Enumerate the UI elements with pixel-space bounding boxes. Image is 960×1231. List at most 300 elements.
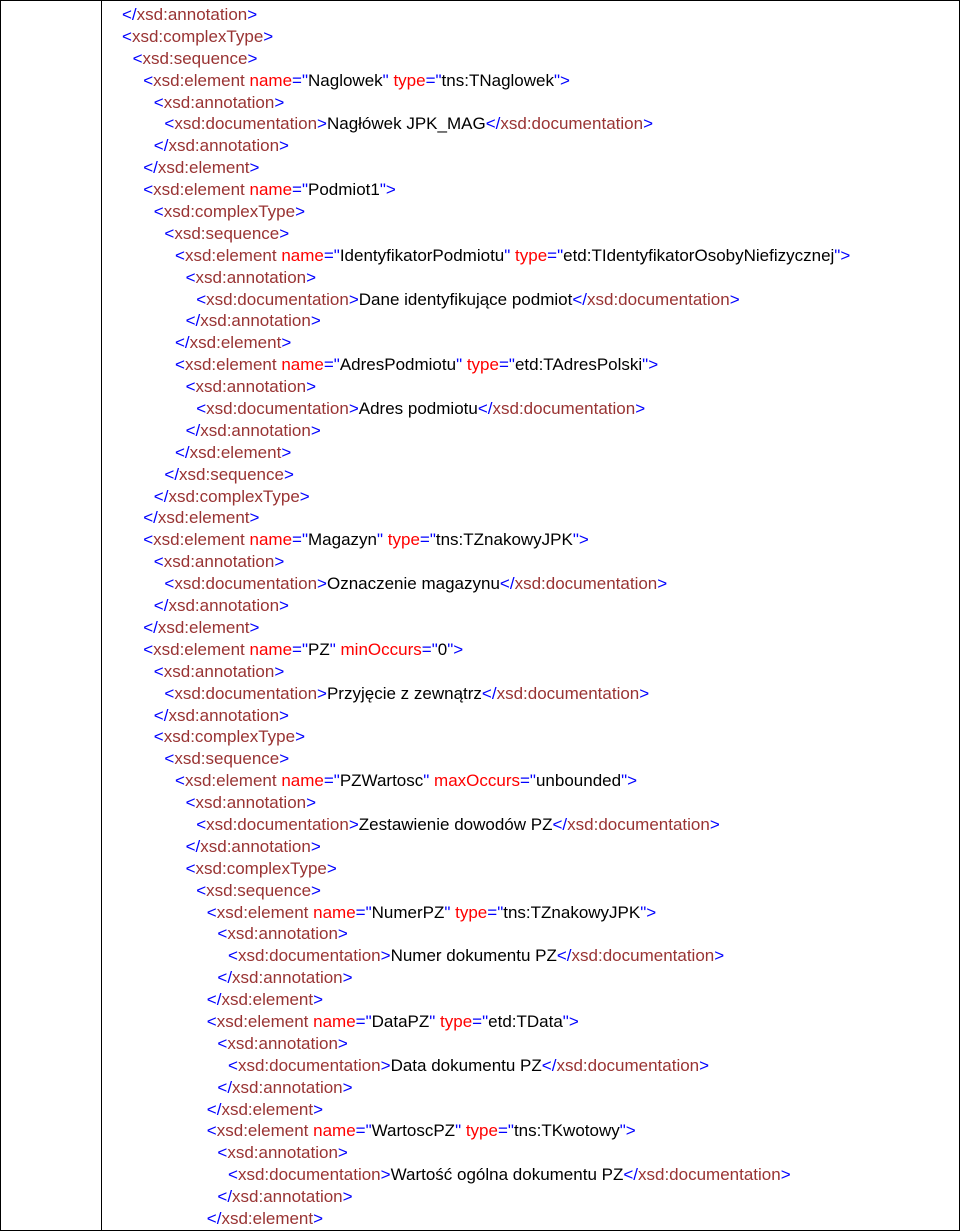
code-token: NumerPZ (371, 902, 445, 922)
code-token: < (206, 1121, 217, 1141)
code-token: < (175, 245, 185, 265)
code-token: Przyjęcie z zewnątrz (326, 683, 482, 703)
code-token: Dane identyfikujące podmiot (358, 289, 573, 309)
code-token: xsd:annotation (200, 836, 311, 856)
code-token: </ (153, 136, 169, 156)
code-token: type (383, 530, 420, 550)
code-token: > (714, 946, 725, 966)
code-token: > (310, 311, 321, 331)
code-token: xsd:element (153, 70, 245, 90)
code-token: =" (323, 245, 340, 265)
code-token: =" (421, 639, 438, 659)
code-line (102, 223, 959, 245)
code-token: > (313, 1099, 324, 1119)
code-token: </ (217, 1187, 233, 1207)
code-line (102, 770, 959, 792)
code-token: </ (206, 990, 222, 1010)
code-token: > (643, 114, 653, 134)
code-token: > (342, 1077, 353, 1097)
code-token: < (153, 92, 164, 112)
code-token: xsd:annotation (195, 377, 307, 397)
code-token: > (310, 420, 321, 440)
code-token: </ (481, 683, 497, 703)
code-line (102, 814, 959, 836)
code-token: =" (323, 771, 340, 791)
code-token: name (308, 1121, 356, 1141)
code-token: </ (623, 1165, 638, 1185)
code-token: </ (153, 705, 169, 725)
code-token: xsd:annotation (227, 1143, 338, 1163)
code-token: xsd:annotation (195, 267, 307, 287)
code-token: > (657, 574, 668, 594)
code-token: < (196, 289, 207, 309)
code-token: 0 (437, 639, 448, 659)
code-token: > (274, 92, 285, 112)
code-token: maxOccurs (429, 771, 520, 791)
code-token: xsd:element (153, 639, 245, 659)
code-token: Oznaczenie magazynu (326, 574, 500, 594)
code-token: > (313, 1208, 324, 1228)
code-token: < (206, 1011, 217, 1031)
code-token: > (337, 1143, 348, 1163)
code-token: > (635, 399, 646, 419)
code-token: xsd:annotation (195, 793, 307, 813)
code-line (102, 420, 959, 442)
code-token: > (247, 48, 258, 68)
code-token: name (276, 355, 324, 375)
code-token: < (217, 1143, 228, 1163)
code-token: > (281, 333, 292, 353)
code-token: tns:TZnakowyJPK (435, 530, 573, 550)
code-token: name (244, 70, 293, 90)
code-token: type (450, 902, 488, 922)
code-token: name (276, 245, 324, 265)
code-token: xsd:annotation (163, 661, 275, 681)
code-token: < (185, 377, 196, 397)
code-token: < (164, 223, 175, 243)
code-token: > (306, 267, 317, 287)
code-token: " (382, 70, 389, 90)
code-token: > (279, 749, 290, 769)
code-token: > (348, 289, 359, 309)
code-token: =" (487, 902, 504, 922)
code-line (102, 135, 959, 157)
code-token: < (143, 70, 154, 90)
code-token: > (279, 705, 289, 725)
code-token: xsd:element (216, 1011, 309, 1031)
code-token: type (461, 1121, 498, 1141)
code-line (102, 289, 959, 311)
code-token: Wartość ogólna dokumentu PZ (390, 1165, 624, 1185)
code-token: xsd:documentation (567, 814, 710, 834)
code-token: </ (477, 399, 493, 419)
code-line (102, 967, 959, 989)
code-token: xsd:annotation (232, 1187, 343, 1207)
code-token: Zestawienie dowodów PZ (358, 814, 553, 834)
code-token: xsd:complexType (163, 202, 296, 222)
code-token: =" (355, 1011, 372, 1031)
code-token: > (249, 158, 260, 178)
code-token: "> (642, 355, 659, 375)
code-line (102, 442, 959, 464)
code-token: > (310, 836, 321, 856)
code-token: < (196, 880, 207, 900)
code-token: </ (143, 617, 158, 637)
code-token: xsd:documentation (237, 946, 381, 966)
code-token: > (306, 377, 317, 397)
code-token: < (228, 1165, 238, 1185)
code-token: xsd:documentation (556, 1055, 700, 1075)
code-token: xsd:annotation (200, 420, 311, 440)
code-token: xsd:complexType (195, 858, 327, 878)
code-token: < (185, 267, 196, 287)
code-token: Podmiot1 (308, 180, 380, 200)
code-token: type (388, 70, 426, 90)
code-line (102, 4, 959, 26)
code-line (102, 26, 959, 48)
code-line (102, 880, 959, 902)
code-line (102, 1033, 959, 1055)
code-token: < (185, 793, 196, 813)
code-token: < (175, 771, 185, 791)
code-token: =" (520, 771, 536, 791)
code-token: > (279, 223, 290, 243)
code-token: xsd:documentation (587, 289, 730, 309)
code-line (102, 573, 959, 595)
code-token: < (164, 574, 175, 594)
code-token: < (206, 902, 217, 922)
code-line (102, 354, 959, 376)
code-token: xsd:sequence (142, 48, 248, 68)
code-line (102, 332, 959, 354)
code-line (102, 551, 959, 573)
code-token: unbounded (535, 771, 622, 791)
code-token: "> (447, 639, 464, 659)
code-token: > (639, 683, 650, 703)
code-token: "> (619, 1121, 636, 1141)
code-token: </ (206, 1099, 222, 1119)
code-token: > (380, 1165, 391, 1185)
code-token: " (329, 639, 336, 659)
code-token: </ (572, 289, 587, 309)
code-token: < (217, 924, 228, 944)
code-token: > (348, 399, 359, 419)
code-line (102, 705, 959, 727)
code-token: xsd:sequence (174, 223, 280, 243)
code-token: </ (185, 311, 201, 331)
code-token: PZ (308, 639, 330, 659)
code-token: xsd:documentation (206, 814, 349, 834)
code-line (102, 1120, 959, 1142)
code-token: =" (355, 902, 372, 922)
code-token: > (279, 596, 289, 616)
code-line (102, 398, 959, 420)
code-line (102, 464, 959, 486)
code-token: name (308, 1011, 356, 1031)
code-token: > (699, 1055, 710, 1075)
code-token: < (175, 355, 185, 375)
code-token: < (228, 1055, 238, 1075)
code-token: </ (153, 486, 169, 506)
code-token: > (380, 946, 391, 966)
code-token: xsd:element (216, 1121, 309, 1141)
code-token: </ (175, 333, 190, 353)
code-token: xsd:element (221, 1099, 314, 1119)
code-token: > (274, 661, 285, 681)
code-token: =" (472, 1011, 489, 1031)
code-token: tns:TNaglowek (441, 70, 554, 90)
code-line (102, 639, 959, 661)
code-token: " (423, 771, 430, 791)
code-token: < (143, 530, 154, 550)
code-token: xsd:element (221, 1208, 314, 1228)
code-token: > (348, 814, 359, 834)
code-token: > (380, 1055, 391, 1075)
code-line (102, 989, 959, 1011)
code-token: xsd:documentation (514, 574, 658, 594)
code-token: xsd:annotation (168, 705, 280, 725)
code-token: Adres podmiotu (358, 399, 478, 419)
code-token: =" (419, 530, 436, 550)
code-line (102, 595, 959, 617)
code-line (102, 923, 959, 945)
code-token: xsd:element (189, 442, 282, 462)
code-token: name (308, 902, 356, 922)
code-token: Data dokumentu PZ (390, 1055, 542, 1075)
code-token: DataPZ (371, 1011, 430, 1031)
code-line (102, 1164, 959, 1186)
code-token: > (709, 814, 720, 834)
code-token: xsd:annotation (163, 92, 275, 112)
code-token: > (729, 289, 740, 309)
code-line (102, 945, 959, 967)
code-token: < (143, 180, 154, 200)
code-token: xsd:element (157, 158, 250, 178)
code-token: "> (640, 902, 657, 922)
code-token: xsd:element (221, 990, 314, 1010)
code-token: AdresPodmiotu (339, 355, 457, 375)
code-line (102, 179, 959, 201)
code-line (102, 858, 959, 880)
code-token: xsd:complexType (163, 727, 296, 747)
code-token: =" (292, 180, 309, 200)
code-token: xsd:complexType (131, 26, 264, 46)
code-token: > (295, 727, 306, 747)
code-line (102, 748, 959, 770)
code-token: xsd:documentation (638, 1165, 781, 1185)
code-token: "> (621, 771, 638, 791)
code-token: > (313, 990, 324, 1010)
code-line (102, 1055, 959, 1077)
code-token: xsd:annotation (168, 596, 280, 616)
code-token: < (196, 399, 207, 419)
code-token: > (295, 202, 306, 222)
code-token: </ (164, 464, 180, 484)
code-line (102, 70, 959, 92)
code-token: =" (292, 70, 309, 90)
code-token: " (429, 1011, 436, 1031)
code-token: xsd:documentation (492, 399, 636, 419)
code-token: tns:TZnakowyJPK (503, 902, 641, 922)
code-token: </ (552, 814, 568, 834)
code-token: xsd:element (189, 333, 282, 353)
code-line (102, 267, 959, 289)
code-line (102, 1142, 959, 1164)
code-token: type (435, 1011, 473, 1031)
code-token: xsd:element (157, 617, 250, 637)
code-line (102, 245, 959, 267)
code-token: > (283, 464, 294, 484)
code-token: =" (292, 639, 309, 659)
code-token: > (279, 136, 289, 156)
code-token: < (122, 26, 132, 46)
code-token: "> (562, 1011, 579, 1031)
code-line (102, 1208, 959, 1230)
code-token: < (217, 1033, 228, 1053)
code-token: IdentyfikatorPodmiotu (339, 245, 505, 265)
code-token: </ (143, 158, 158, 178)
code-line (102, 661, 959, 683)
code-line (102, 48, 959, 70)
code-token: type (510, 245, 548, 265)
code-token: xsd:element (184, 355, 277, 375)
code-line (102, 376, 959, 398)
code-token: > (326, 858, 337, 878)
code-token: xsd:annotation (200, 311, 311, 331)
code-token: xsd:annotation (227, 924, 338, 944)
code-token: xsd:annotation (232, 968, 343, 988)
code-line (102, 836, 959, 858)
code-token: > (337, 924, 348, 944)
code-line (102, 92, 959, 114)
code-line (102, 507, 959, 529)
code-token: > (317, 683, 327, 703)
code-line (102, 726, 959, 748)
code-token: xsd:documentation (174, 114, 318, 134)
code-line (102, 1186, 959, 1208)
code-token: =" (355, 1121, 372, 1141)
code-token: xsd:documentation (206, 289, 349, 309)
code-token: < (185, 858, 196, 878)
code-token: < (153, 727, 164, 747)
code-token: Numer dokumentu PZ (390, 946, 557, 966)
code-token: > (306, 793, 317, 813)
code-token: " (444, 902, 451, 922)
code-token: </ (143, 508, 158, 528)
code-token: < (153, 552, 164, 572)
code-line (102, 157, 959, 179)
code-line (102, 1077, 959, 1099)
code-token: < (228, 946, 238, 966)
code-token: Naglowek (308, 70, 383, 90)
code-token: </ (185, 420, 201, 440)
code-token: < (164, 114, 175, 134)
code-token: =" (497, 1121, 514, 1141)
code-token: xsd:sequence (206, 880, 312, 900)
code-token: < (164, 683, 175, 703)
code-token: "> (553, 70, 570, 90)
code-token: xsd:documentation (237, 1165, 381, 1185)
code-token: </ (556, 946, 572, 966)
code-token: > (780, 1165, 791, 1185)
code-token: xsd:element (184, 771, 277, 791)
code-token: xsd:annotation (136, 5, 248, 24)
code-token: < (196, 814, 207, 834)
code-token: > (342, 1187, 353, 1207)
code-token: > (311, 880, 321, 900)
code-line (102, 1011, 959, 1033)
code-token: xsd:annotation (232, 1077, 343, 1097)
code-token: "> (834, 245, 851, 265)
code-token: > (317, 574, 327, 594)
code-token: > (337, 1033, 348, 1053)
code-token: </ (206, 1208, 222, 1228)
code-token: > (342, 968, 353, 988)
code-line (102, 529, 959, 551)
code-token: xsd:element (153, 180, 245, 200)
code-token: xsd:documentation (496, 683, 640, 703)
code-token: xsd:annotation (163, 552, 275, 572)
code-token: name (244, 639, 293, 659)
code-token: > (299, 486, 310, 506)
code-token: xsd:documentation (174, 574, 318, 594)
code-token: </ (485, 114, 501, 134)
code-token: </ (541, 1055, 557, 1075)
code-line (102, 113, 959, 135)
code-token: name (276, 771, 324, 791)
code-token: name (244, 180, 293, 200)
code-line (102, 617, 959, 639)
empty-left-column (1, 1, 102, 1230)
code-token: </ (175, 442, 190, 462)
code-token: </ (122, 5, 137, 24)
code-token: </ (217, 1077, 233, 1097)
code-token: xsd:element (153, 530, 245, 550)
code-token: Nagłówek JPK_MAG (326, 114, 486, 134)
code-line (102, 201, 959, 223)
code-token: " (377, 530, 384, 550)
code-line (102, 902, 959, 924)
code-token: > (263, 26, 274, 46)
code-token: xsd:sequence (179, 464, 284, 484)
code-token: > (281, 442, 292, 462)
code-token: Magazyn (308, 530, 377, 550)
code-token: < (153, 202, 164, 222)
code-token: < (143, 639, 154, 659)
code-token: type (462, 355, 499, 375)
code-token: xsd:annotation (227, 1033, 338, 1053)
code-token: PZWartosc (339, 771, 424, 791)
code-token: </ (185, 836, 201, 856)
code-token: WartoscPZ (371, 1121, 456, 1141)
code-token: tns:TKwotowy (513, 1121, 620, 1141)
code-token: minOccurs (335, 639, 422, 659)
code-token: " (456, 355, 463, 375)
code-line (102, 310, 959, 332)
code-token: > (247, 5, 258, 24)
code-token: xsd:documentation (500, 114, 644, 134)
code-token: xsd:documentation (571, 946, 715, 966)
code-line (102, 486, 959, 508)
code-token: > (249, 617, 260, 637)
code-line (102, 1099, 959, 1121)
code-token: name (244, 530, 293, 550)
code-token: </ (499, 574, 515, 594)
code-token: < (153, 661, 164, 681)
code-token: xsd:documentation (237, 1055, 381, 1075)
code-token: etd:TIdentyfikatorOsobyNiefizycznej (563, 245, 835, 265)
code-token: etd:TAdresPolski (514, 355, 643, 375)
